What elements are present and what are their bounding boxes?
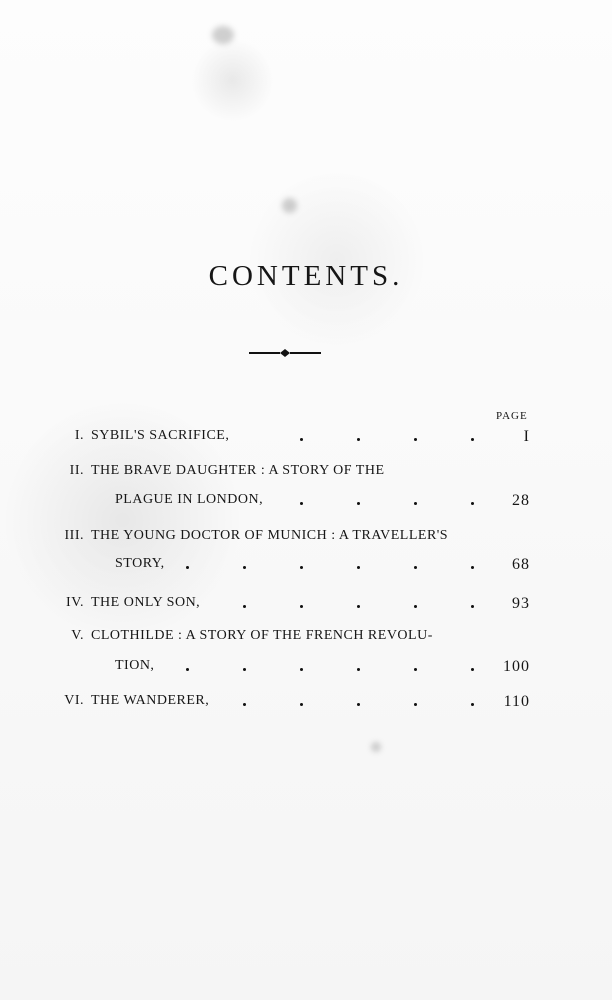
leader-dot xyxy=(300,438,303,441)
toc-entry-continuation xyxy=(0,556,612,584)
chapter-number: VI. xyxy=(64,693,84,708)
leader-dot xyxy=(414,668,417,671)
ornament-divider xyxy=(249,346,321,360)
paper-stain xyxy=(282,198,297,213)
leader-dot xyxy=(471,668,474,671)
leader-dot xyxy=(243,566,246,569)
paper-stain xyxy=(212,26,234,44)
leader-dot xyxy=(357,703,360,706)
leader-dot xyxy=(186,668,189,671)
leader-dot xyxy=(471,566,474,569)
leader-dot xyxy=(471,703,474,706)
chapter-number: IV. xyxy=(66,595,84,610)
leader-dot xyxy=(414,566,417,569)
leader-dot xyxy=(471,502,474,505)
chapter-title: THE WANDERER, xyxy=(91,693,210,708)
toc-entry xyxy=(0,693,612,721)
dot-leader xyxy=(0,428,612,456)
leader-dot xyxy=(300,566,303,569)
page-number: 93 xyxy=(512,595,530,612)
toc-entry-continuation xyxy=(0,492,612,520)
leader-dot xyxy=(357,566,360,569)
leader-dot xyxy=(243,668,246,671)
chapter-number: I. xyxy=(74,428,84,443)
leader-dot xyxy=(300,502,303,505)
page-number: 68 xyxy=(512,556,530,573)
chapter-title: CLOTHILDE : A STORY OF THE FRENCH REVOLU- xyxy=(91,628,433,643)
toc-entry xyxy=(0,595,612,623)
leader-dot xyxy=(300,605,303,608)
chapter-title: TION, xyxy=(115,658,155,673)
leader-dot xyxy=(357,438,360,441)
page-column-label: PAGE xyxy=(496,410,528,422)
toc-entry xyxy=(0,528,612,556)
toc-entry xyxy=(0,463,612,491)
leader-dot xyxy=(357,605,360,608)
chapter-title: PLAGUE IN LONDON, xyxy=(115,492,264,507)
leader-dot xyxy=(414,438,417,441)
leader-dot xyxy=(243,703,246,706)
page-title: CONTENTS. xyxy=(208,260,404,292)
toc-entry xyxy=(0,628,612,656)
page-number: 100 xyxy=(503,658,530,675)
leader-dot xyxy=(186,566,189,569)
leader-dot xyxy=(471,438,474,441)
chapter-title: STORY, xyxy=(115,556,165,571)
leader-dot xyxy=(300,668,303,671)
chapter-title: THE ONLY SON, xyxy=(91,595,201,610)
chapter-number: II. xyxy=(69,463,84,478)
leader-dot xyxy=(300,703,303,706)
leader-dot xyxy=(414,605,417,608)
page-number: 110 xyxy=(503,693,530,710)
paper-stain xyxy=(371,742,381,752)
leader-dot xyxy=(243,605,246,608)
page-number: I xyxy=(523,428,530,445)
chapter-title: SYBIL'S SACRIFICE, xyxy=(91,428,230,443)
chapter-title: THE BRAVE DAUGHTER : A STORY OF THE xyxy=(91,463,385,478)
leader-dot xyxy=(471,605,474,608)
leader-dot xyxy=(414,502,417,505)
chapter-number: V. xyxy=(71,628,84,643)
toc-entry xyxy=(0,428,612,456)
toc-entry-continuation xyxy=(0,658,612,686)
leader-dot xyxy=(357,502,360,505)
chapter-number: III. xyxy=(64,528,84,543)
leader-dot xyxy=(414,703,417,706)
leader-dot xyxy=(357,668,360,671)
chapter-title: THE YOUNG DOCTOR OF MUNICH : A TRAVELLER'S xyxy=(91,528,449,543)
page-number: 28 xyxy=(512,492,530,509)
